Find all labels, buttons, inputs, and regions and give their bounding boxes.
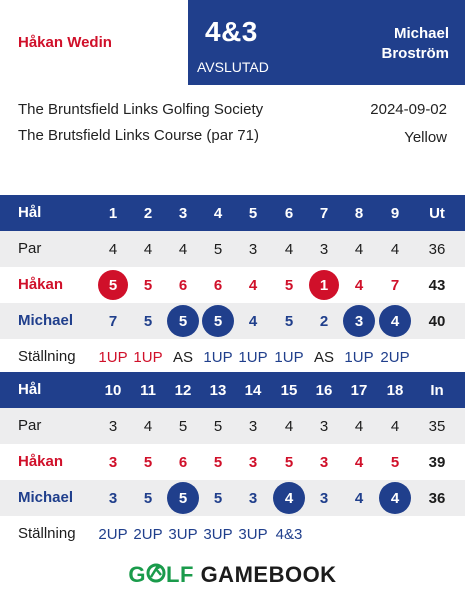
hole-number: 12 — [174, 381, 192, 399]
total-cell: 43 — [428, 276, 446, 294]
score-cell — [271, 480, 307, 516]
score-cell: 3 — [248, 453, 258, 471]
score-cell: 3 — [248, 489, 258, 507]
row-label: Ställning — [18, 348, 76, 365]
player1-name: Håkan Wedin — [18, 34, 112, 51]
score-cell: 3 — [319, 489, 329, 507]
score-cell: 6 — [213, 276, 223, 294]
win-marker: 1 — [309, 270, 339, 300]
standing-cell: 3UP — [203, 525, 233, 543]
standing-cell: 4&3 — [275, 525, 303, 543]
hole-number: 9 — [390, 204, 400, 222]
hole-number: 4 — [213, 204, 223, 222]
score-cell: 4 — [178, 240, 188, 258]
hole-number: 14 — [244, 381, 262, 399]
scorecard-front-nine — [0, 195, 465, 375]
hole-number: 2 — [143, 204, 153, 222]
score-cell: 4 — [354, 489, 364, 507]
back-row-p2 — [0, 480, 465, 516]
match-header — [0, 0, 465, 85]
win-marker: 5 — [167, 305, 199, 337]
hole-number: 18 — [386, 381, 404, 399]
score-cell: 3 — [319, 417, 329, 435]
hole-number: 10 — [104, 381, 122, 399]
win-marker: 5 — [202, 305, 234, 337]
score-cell: 3 — [108, 489, 118, 507]
golfgamebook-logo: G LF GAMEBOOK — [128, 562, 337, 587]
row-label: Par — [18, 240, 42, 257]
hole-number: 17 — [350, 381, 368, 399]
standing-cell: 1UP — [344, 348, 374, 366]
score-cell: 4 — [108, 240, 118, 258]
back-row-par — [0, 408, 465, 444]
hole-number: 1 — [108, 204, 118, 222]
front-row-p1 — [0, 267, 465, 303]
standing-cell: 3UP — [238, 525, 268, 543]
standing-cell: 3UP — [168, 525, 198, 543]
standing-cell: 2UP — [98, 525, 128, 543]
standing-cell: 2UP — [380, 348, 410, 366]
score-cell: 3 — [248, 417, 258, 435]
score-cell: 5 — [284, 312, 294, 330]
society-name: The Bruntsfield Links Golfing Society — [18, 101, 264, 118]
total-cell: 40 — [428, 312, 446, 330]
score-cell: 5 — [143, 276, 153, 294]
score-cell: 4 — [354, 240, 364, 258]
hole-number: 7 — [319, 204, 329, 222]
row-label: Håkan — [18, 453, 64, 470]
player2-name: Michael Broström — [381, 25, 449, 62]
win-marker: 4 — [379, 305, 411, 337]
score-cell: 5 — [178, 417, 188, 435]
win-marker: 4 — [273, 482, 305, 514]
result-panel — [188, 0, 465, 85]
back-row-hdr — [0, 372, 465, 408]
score-cell: 4 — [284, 240, 294, 258]
total-cell: In — [430, 381, 444, 399]
score-cell — [377, 303, 413, 339]
score-cell: 4 — [390, 240, 400, 258]
standing-cell: 1UP — [274, 348, 304, 366]
win-marker: 5 — [167, 482, 199, 514]
standing-cell: 1UP — [238, 348, 268, 366]
score-cell — [165, 303, 201, 339]
score-cell: 3 — [108, 453, 118, 471]
score-cell — [165, 480, 201, 516]
match-status: AVSLUTAD — [197, 59, 269, 75]
golfer-icon — [146, 563, 166, 585]
score-cell: 4 — [284, 417, 294, 435]
hole-number: 8 — [354, 204, 364, 222]
score-cell: 4 — [390, 417, 400, 435]
round-meta — [370, 99, 447, 149]
score-cell: 5 — [143, 489, 153, 507]
round-info — [18, 99, 288, 147]
score-cell: 6 — [178, 453, 188, 471]
score-cell: 3 — [319, 453, 329, 471]
score-cell: 4 — [354, 453, 364, 471]
score-cell — [200, 303, 236, 339]
back-row-st — [0, 516, 465, 552]
score-cell: 4 — [143, 417, 153, 435]
row-label: Hål — [18, 204, 42, 221]
score-cell — [377, 480, 413, 516]
score-cell: 6 — [178, 276, 188, 294]
front-row-p2 — [0, 303, 465, 339]
standing-cell: 1UP — [133, 348, 163, 366]
hole-number: 5 — [248, 204, 258, 222]
score-cell: 4 — [354, 417, 364, 435]
row-label: Michael — [18, 489, 74, 506]
hole-number: 6 — [284, 204, 294, 222]
score-cell: 5 — [143, 453, 153, 471]
total-cell: 36 — [428, 489, 446, 507]
front-row-par — [0, 231, 465, 267]
front-row-hdr — [0, 195, 465, 231]
score-cell: 3 — [108, 417, 118, 435]
score-cell: 2 — [319, 312, 329, 330]
score-cell — [306, 267, 342, 303]
hole-number: 15 — [280, 381, 298, 399]
score-cell: 5 — [213, 240, 223, 258]
score-cell: 4 — [248, 312, 258, 330]
win-marker: 3 — [343, 305, 375, 337]
back-row-p1 — [0, 444, 465, 480]
player1-panel — [0, 0, 188, 85]
standing-cell: 1UP — [203, 348, 233, 366]
round-date: 2024-09-02 — [370, 101, 447, 118]
hole-number: 3 — [178, 204, 188, 222]
score-cell: 4 — [143, 240, 153, 258]
score-cell: 7 — [390, 276, 400, 294]
hole-number: 11 — [140, 381, 156, 399]
score-cell: 5 — [284, 276, 294, 294]
score-cell: 5 — [390, 453, 400, 471]
row-label: Michael — [18, 312, 74, 329]
hole-number: 16 — [315, 381, 333, 399]
total-cell: 39 — [428, 453, 446, 471]
score-cell — [95, 267, 131, 303]
score-cell: 7 — [108, 312, 118, 330]
score-cell — [341, 303, 377, 339]
row-label: Håkan — [18, 276, 64, 293]
score-cell: 4 — [248, 276, 258, 294]
scorecard-back-nine — [0, 372, 465, 552]
score-cell: 4 — [354, 276, 364, 294]
score-cell: 3 — [319, 240, 329, 258]
row-label: Hål — [18, 381, 42, 398]
score-cell: 5 — [143, 312, 153, 330]
score-cell: 5 — [213, 417, 223, 435]
row-label: Par — [18, 417, 42, 434]
win-marker: 4 — [379, 482, 411, 514]
standing-cell: 2UP — [133, 525, 163, 543]
total-cell: 35 — [428, 417, 446, 435]
match-result: 4&3 — [205, 16, 258, 47]
row-label: Ställning — [18, 525, 76, 542]
tee-color: Yellow — [404, 129, 447, 146]
standing-cell: 1UP — [98, 348, 128, 366]
hole-number: 13 — [209, 381, 227, 399]
score-cell: 5 — [213, 489, 223, 507]
standing-cell: AS — [172, 348, 193, 366]
win-marker: 5 — [98, 270, 128, 300]
course-name: The Brutsfield Links Course (par 71) — [18, 127, 259, 144]
standing-cell: AS — [313, 348, 334, 366]
front-row-st — [0, 339, 465, 375]
total-cell: 36 — [428, 240, 446, 258]
score-cell: 3 — [248, 240, 258, 258]
total-cell: Ut — [429, 204, 445, 222]
score-cell: 5 — [213, 453, 223, 471]
score-cell: 5 — [284, 453, 294, 471]
